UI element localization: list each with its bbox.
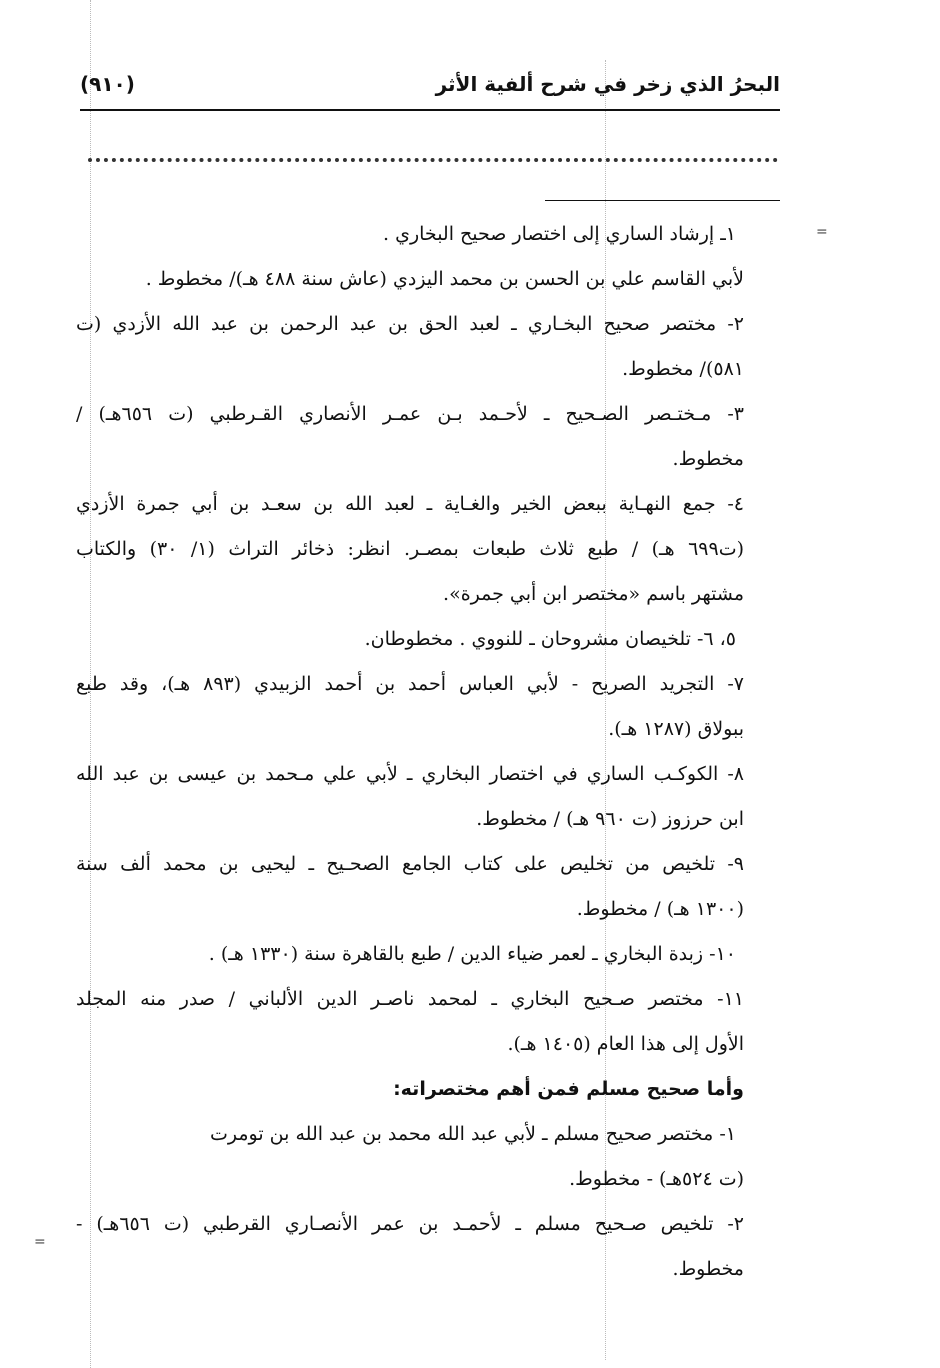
header-divider: [80, 109, 780, 111]
text-line: ١٠- زبدة البخاري ـ لعمر ضياء الدين / طبع بالقاهرة سنة (١٣٣٠ هـ) .: [208, 943, 736, 965]
text-line: ببولاق (١٢٨٧ هـ).: [608, 718, 744, 740]
text-line: الأول إلى هذا العام (١٤٠٥ هـ).: [507, 1033, 744, 1055]
text-line: ١١- مختصر صـحيح البخاري ـ لمحمد ناصـر الدين الألباني / صدر منه المجلد: [76, 988, 744, 1010]
body-text: [76, 212, 744, 1292]
page-header: [80, 64, 780, 110]
text-line: مشتهر باسم «مختصر ابن أبي جمرة».: [443, 583, 744, 605]
text-line: ٥٨١)/ مخطوط.: [622, 358, 744, 380]
text-line: ٤- جمع النهـاية ببعض الخير والغـاية ـ لعبد الله بن سعـد بن أبي جمرة الأزدي: [76, 493, 744, 515]
text-line: ٣- مـختـصر الصـحيح ـ لأحـمد بـن عمـر الأنصاري القـرطبي (ت ٦٥٦هـ) /: [76, 403, 744, 425]
text-line: (١٣٠٠ هـ) / مخطوط.: [576, 898, 744, 920]
page-number: (٩١٠): [80, 72, 135, 96]
text-line: ٢- مختصر صحيح البخـاري ـ لعبد الحق بن عبد الرحمن بن عبد الله الأزدي (ت: [76, 313, 744, 335]
margin-mark-left: =: [34, 1234, 46, 1250]
book-title: البحرُ الذي زخر في شرح ألفية الأثر: [435, 72, 780, 96]
text-line: (ت٦٩٩ هـ) / طبع ثلاث طبعات بمصـر. انظر: ذخائر التراث (١/ ٣٠) والكتاب: [76, 538, 744, 560]
text-line: ٢- تلخيص صـحيح مسلم ـ لأحمـد بن عمر الأنصـاري القرطبي (ت ٦٥٦هـ) -: [76, 1213, 744, 1235]
text-line: ٨- الكوكـب الساري في اختصار البخاري ـ لأبي علي مـحمد بن عيسى بن عبد الله: [76, 763, 744, 785]
footnote-divider: [545, 200, 780, 201]
text-line: لأبي القاسم علي بن الحسن بن محمد اليزدي (عاش سنة ٤٨٨ هـ)/ مخطوط .: [145, 268, 744, 290]
text-line: ابن حرزوز (ت ٩٦٠ هـ) / مخطوط.: [476, 808, 744, 830]
text-line: ١- مختصر صحيح مسلم ـ لأبي عبد الله محمد بن عبد الله بن تومرت: [209, 1123, 736, 1145]
section-subheading: وأما صحيح مسلم فمن أهم مختصراته:: [393, 1078, 744, 1100]
text-line: مخطوط.: [672, 448, 744, 470]
text-line: ٥، ٦- تلخيصان مشروحان ـ للنووي . مخطوطان.: [364, 628, 736, 650]
text-line: ١ـ إرشاد الساري إلى اختصار صحيح البخاري .: [383, 223, 736, 245]
text-line: (ت ٥٢٤هـ) - مخطوط.: [569, 1168, 744, 1190]
text-line: ٩- تلخيص من تخليص على كتاب الجامع الصحـيح ـ ليحيى بن محمد ألف سنة: [76, 853, 744, 875]
text-line: مخطوط.: [672, 1258, 744, 1280]
margin-mark-right: =: [816, 224, 828, 240]
text-line: ٧- التجريد الصريح - لأبي العباس أحمد بن أحمد الزبيدي (٨٩٣ هـ)، وقد طبع: [76, 673, 744, 695]
ellipsis-dotted-line: [88, 158, 778, 162]
